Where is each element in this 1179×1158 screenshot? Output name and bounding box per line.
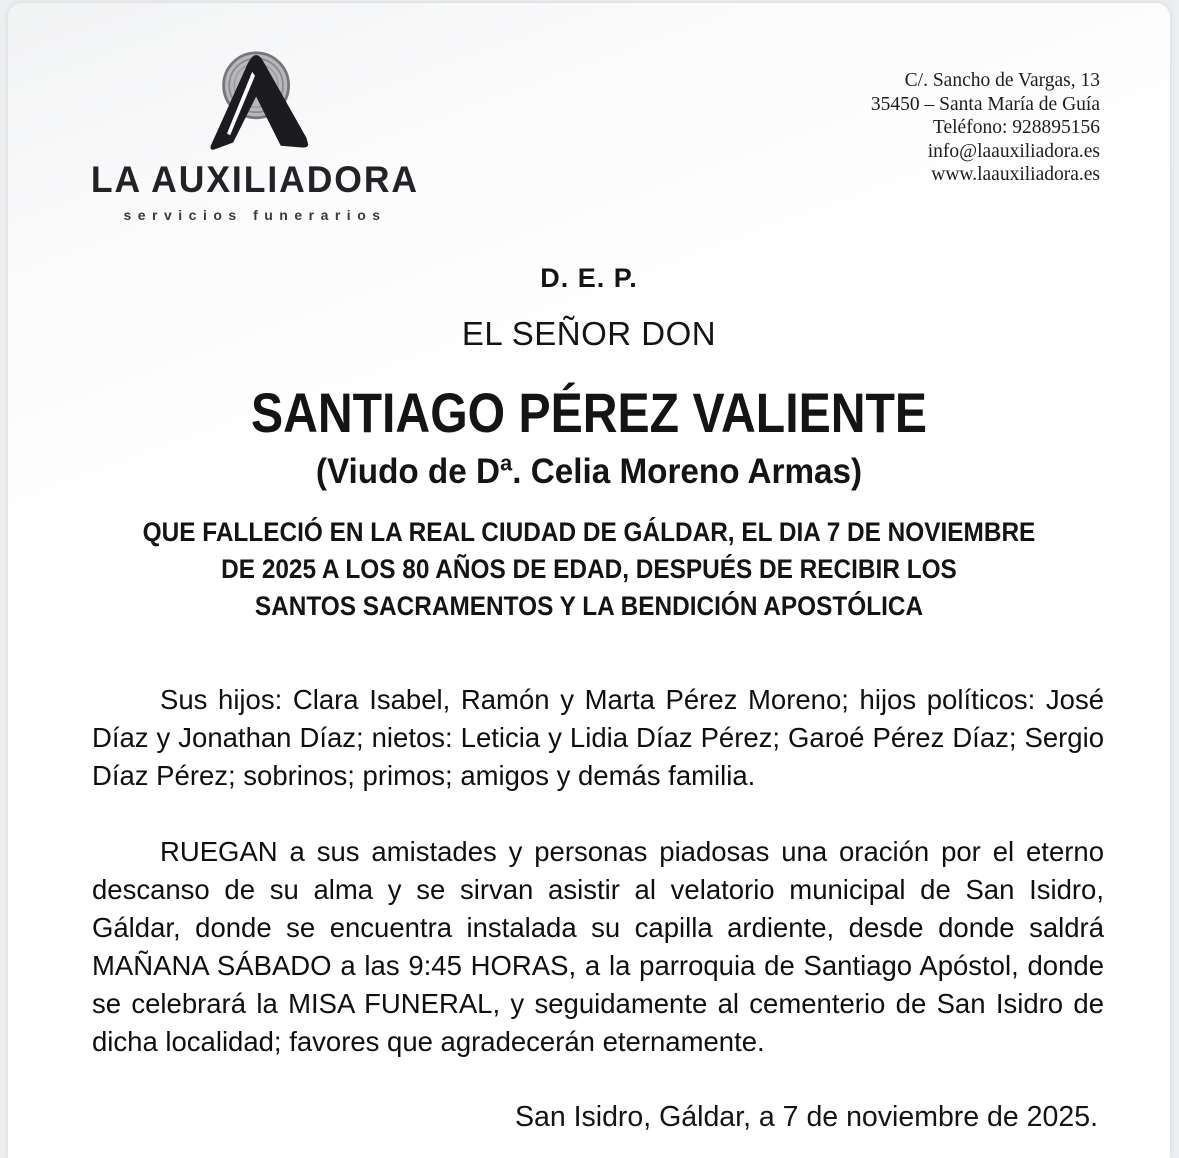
death-announcement-line: QUE FALLECIÓ EN LA REAL CIUDAD DE GÁLDAR, EL DIA 7 DE NOVIEMBRE (142, 517, 1036, 547)
email-line: info@laauxiliadora.es (927, 140, 1100, 162)
company-tagline: servicios funerarios (123, 207, 387, 223)
phone-line: Teléfono: 928895156 (932, 117, 1100, 138)
company-logo (85, 45, 425, 223)
spouse-note: (Viudo de Dª. Celia Moreno Armas) (315, 452, 863, 491)
company-name: LA AUXILIADORA (90, 159, 420, 200)
address-line-1: C/. Sancho de Vargas, 13 (904, 70, 1100, 91)
closing-dateline: San Isidro, Gáldar, a 7 de noviembre de 2025. (514, 1101, 1098, 1133)
dep-heading: D. E. P. (540, 263, 638, 293)
mountain-peak-halo-icon (199, 45, 311, 157)
header (8, 3, 1170, 223)
family-paragraph: Sus hijos: Clara Isabel, Ramón y Marta Pérez Moreno; hijos políticos: José Díaz y Jonathan Díaz; nietos: Leticia y Lidia Díaz Pérez; Garoé Pérez Díaz; Sergio Díaz Pérez; sobrinos; primos; amigos y demás familia. (92, 684, 1104, 791)
request-paragraph: RUEGAN a sus amistades y personas piadosas una oración por el eterno descanso de su alma y se sirvan asistir al velatorio municipal de San Isidro, Gáldar, donde se encuentra instalada su capilla ardiente, desde donde saldrá MAÑANA SÁBADO a las 9:45 HORAS, a la parroquia de Santiago Apóstol, donde se celebrará la MISA FUNERAL, y seguidamente al cementerio de San Isidro de dicha localidad; favores que agradecerán eternamente. (92, 836, 1104, 1057)
website-line: www.laauxiliadora.es (931, 164, 1100, 185)
contact-block (871, 45, 1100, 187)
address-line-2: 35450 – Santa María de Guía (870, 93, 1100, 115)
death-announcement (54, 514, 1123, 625)
honorific-heading: EL SEÑOR DON (461, 315, 717, 352)
death-announcement-line: DE 2025 A LOS 80 AÑOS DE EDAD, DESPUÉS DE RECIBIR LOS (221, 554, 957, 584)
death-announcement-line: SANTOS SACRAMENTOS Y LA BENDICIÓN APOSTÓLICA (254, 591, 924, 621)
document-page (8, 3, 1170, 1158)
deceased-name-heading: SANTIAGO PÉREZ VALIENTE (250, 381, 928, 444)
